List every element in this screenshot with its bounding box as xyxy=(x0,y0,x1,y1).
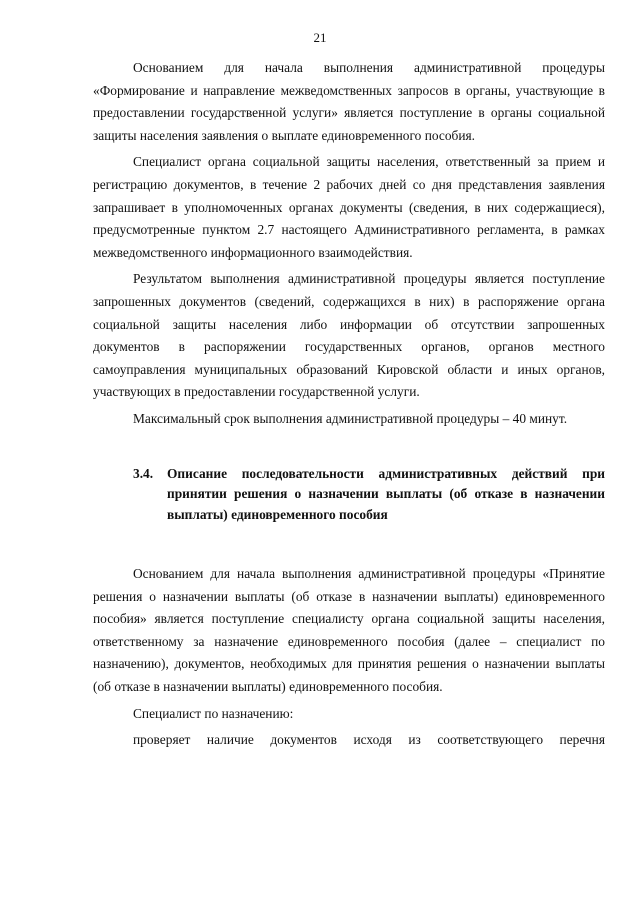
paragraph-basis-interagency-requests: Основанием для начала выполнения административной процедуры «Формирование и направление межведомственных запросов в органы, участвующие в предоставлении государственной услуги» является поступление в органы социальной защиты населения заявления о выплате единовременного пособия. xyxy=(93,60,605,143)
paragraph-checks-documents: проверяет наличие документов исходя из соответствующего перечня xyxy=(133,732,605,748)
section-heading xyxy=(133,464,605,526)
section-number: 3.4. xyxy=(133,465,154,481)
paragraph-procedure-result: Результатом выполнения административной процедуры является поступление запрошенных документов (сведений, содержащихся в них) в распоряжение органа социальной защиты населения либо информации об отсутствии запрошенных документов в распоряжении государственных органов, органов местного самоуправления муниципальных образований Кировской области и иных органов, участвующих в предоставлении государственной услуги. xyxy=(93,271,605,400)
paragraph-max-duration: Максимальный срок выполнения административной процедуры – 40 минут. xyxy=(133,410,568,426)
section-title: Описание последовательности административных действий при принятии решения о назначении выплаты (об отказе в назначении выплаты) единовременного пособия xyxy=(167,465,605,522)
paragraph-basis-decision: Основанием для начала выполнения административной процедуры «Принятие решения о назначении выплаты (об отказе в назначении выплаты) единовременного пособия» является поступление специалисту органа социальной защиты населения, ответственному за назначение единовременного пособия (далее – специалист по назначению), документов, необходимых для принятия решения о назначении выплаты (об отказе в назначении выплаты) единовременного пособия. xyxy=(93,566,605,694)
page-number: 21 xyxy=(313,30,327,45)
page-body xyxy=(93,57,605,752)
paragraph-specialist-label: Специалист по назначению: xyxy=(133,705,294,721)
paragraph-specialist-requests: Специалист органа социальной защиты населения, ответственный за прием и регистрацию документов, в течение 2 рабочих дней со дня представления заявления запрашивает в уполномоченных органах документы (сведения, в них содержащиеся), предусмотренные пунктом 2.7 настоящего Административного регламента, в рамках межведомственного информационного взаимодействия. xyxy=(93,154,605,260)
